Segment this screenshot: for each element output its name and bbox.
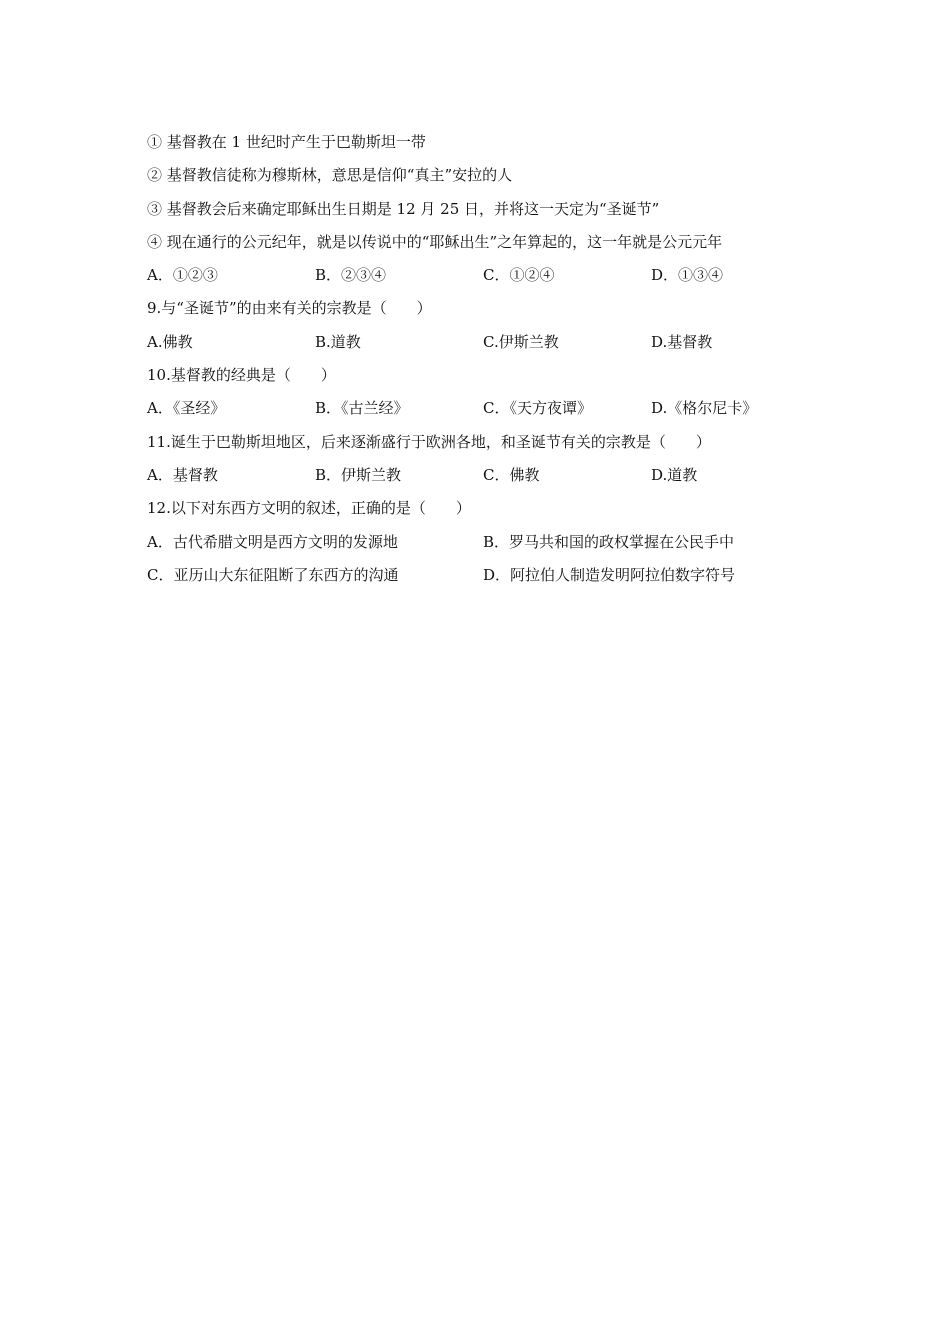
q11-option-d: D.道教 <box>651 465 698 484</box>
q10-option-b: B．《古兰经》 <box>315 399 409 418</box>
statement-4: ④ 现在通行的公元纪年，就是以传说中的“耶稣出生”之年算起的，这一年就是公元元年 <box>147 232 723 251</box>
q10-option-a: A．《圣经》 <box>147 399 226 418</box>
q11-options <box>147 459 827 492</box>
q10-option-c: C．《天方夜谭》 <box>483 399 592 418</box>
q12-options-row-1 <box>147 526 827 559</box>
q12-option-a: A．古代希腊文明是西方文明的发源地 <box>147 532 398 551</box>
q8-option-a: A．①②③ <box>147 266 218 285</box>
q12-option-c: C．亚历山大东征阻断了东西方的沟通 <box>147 565 399 584</box>
q10-options <box>147 392 827 425</box>
q8-option-c: C．①②④ <box>483 266 555 285</box>
q8-option-d: D．①③④ <box>651 266 724 285</box>
q12-stem: 12.以下对东西方文明的叙述，正确的是（ ） <box>147 499 471 518</box>
q8-option-b: B．②③④ <box>315 266 387 285</box>
q9-option-d: D.基督教 <box>651 332 713 351</box>
q12-option-b: B．罗马共和国的政权掌握在公民手中 <box>483 532 735 551</box>
q11-option-b: B．伊斯兰教 <box>315 465 402 484</box>
q12-option-d: D．阿拉伯人制造发明阿拉伯数字符号 <box>483 565 736 584</box>
q10-stem: 10.基督教的经典是（ ） <box>147 366 336 385</box>
q12-options-row-2 <box>147 559 827 592</box>
q11-option-c: C．佛教 <box>483 465 540 484</box>
statement-2: ② 基督教信徒称为穆斯林，意思是信仰“真主”安拉的人 <box>147 166 513 185</box>
document-page <box>147 126 827 592</box>
q11-option-a: A．基督教 <box>147 465 218 484</box>
q9-option-c: C.伊斯兰教 <box>483 332 559 351</box>
statement-1: ① 基督教在 1 世纪时产生于巴勒斯坦一带 <box>147 133 426 151</box>
q8-options <box>147 259 827 292</box>
q9-option-b: B.道教 <box>315 332 361 351</box>
q9-options <box>147 326 827 359</box>
q9-stem: 9.与“圣诞节”的由来有关的宗教是（ ） <box>147 299 432 318</box>
q11-stem: 11.诞生于巴勒斯坦地区，后来逐渐盛行于欧洲各地，和圣诞节有关的宗教是（ ） <box>147 432 711 451</box>
q9-option-a: A.佛教 <box>147 332 193 351</box>
q10-option-d: D.《格尔尼卡》 <box>651 399 758 418</box>
statement-3: ③ 基督教会后来确定耶稣出生日期是 12 月 25 日，并将这一天定为“圣诞节” <box>147 199 660 218</box>
